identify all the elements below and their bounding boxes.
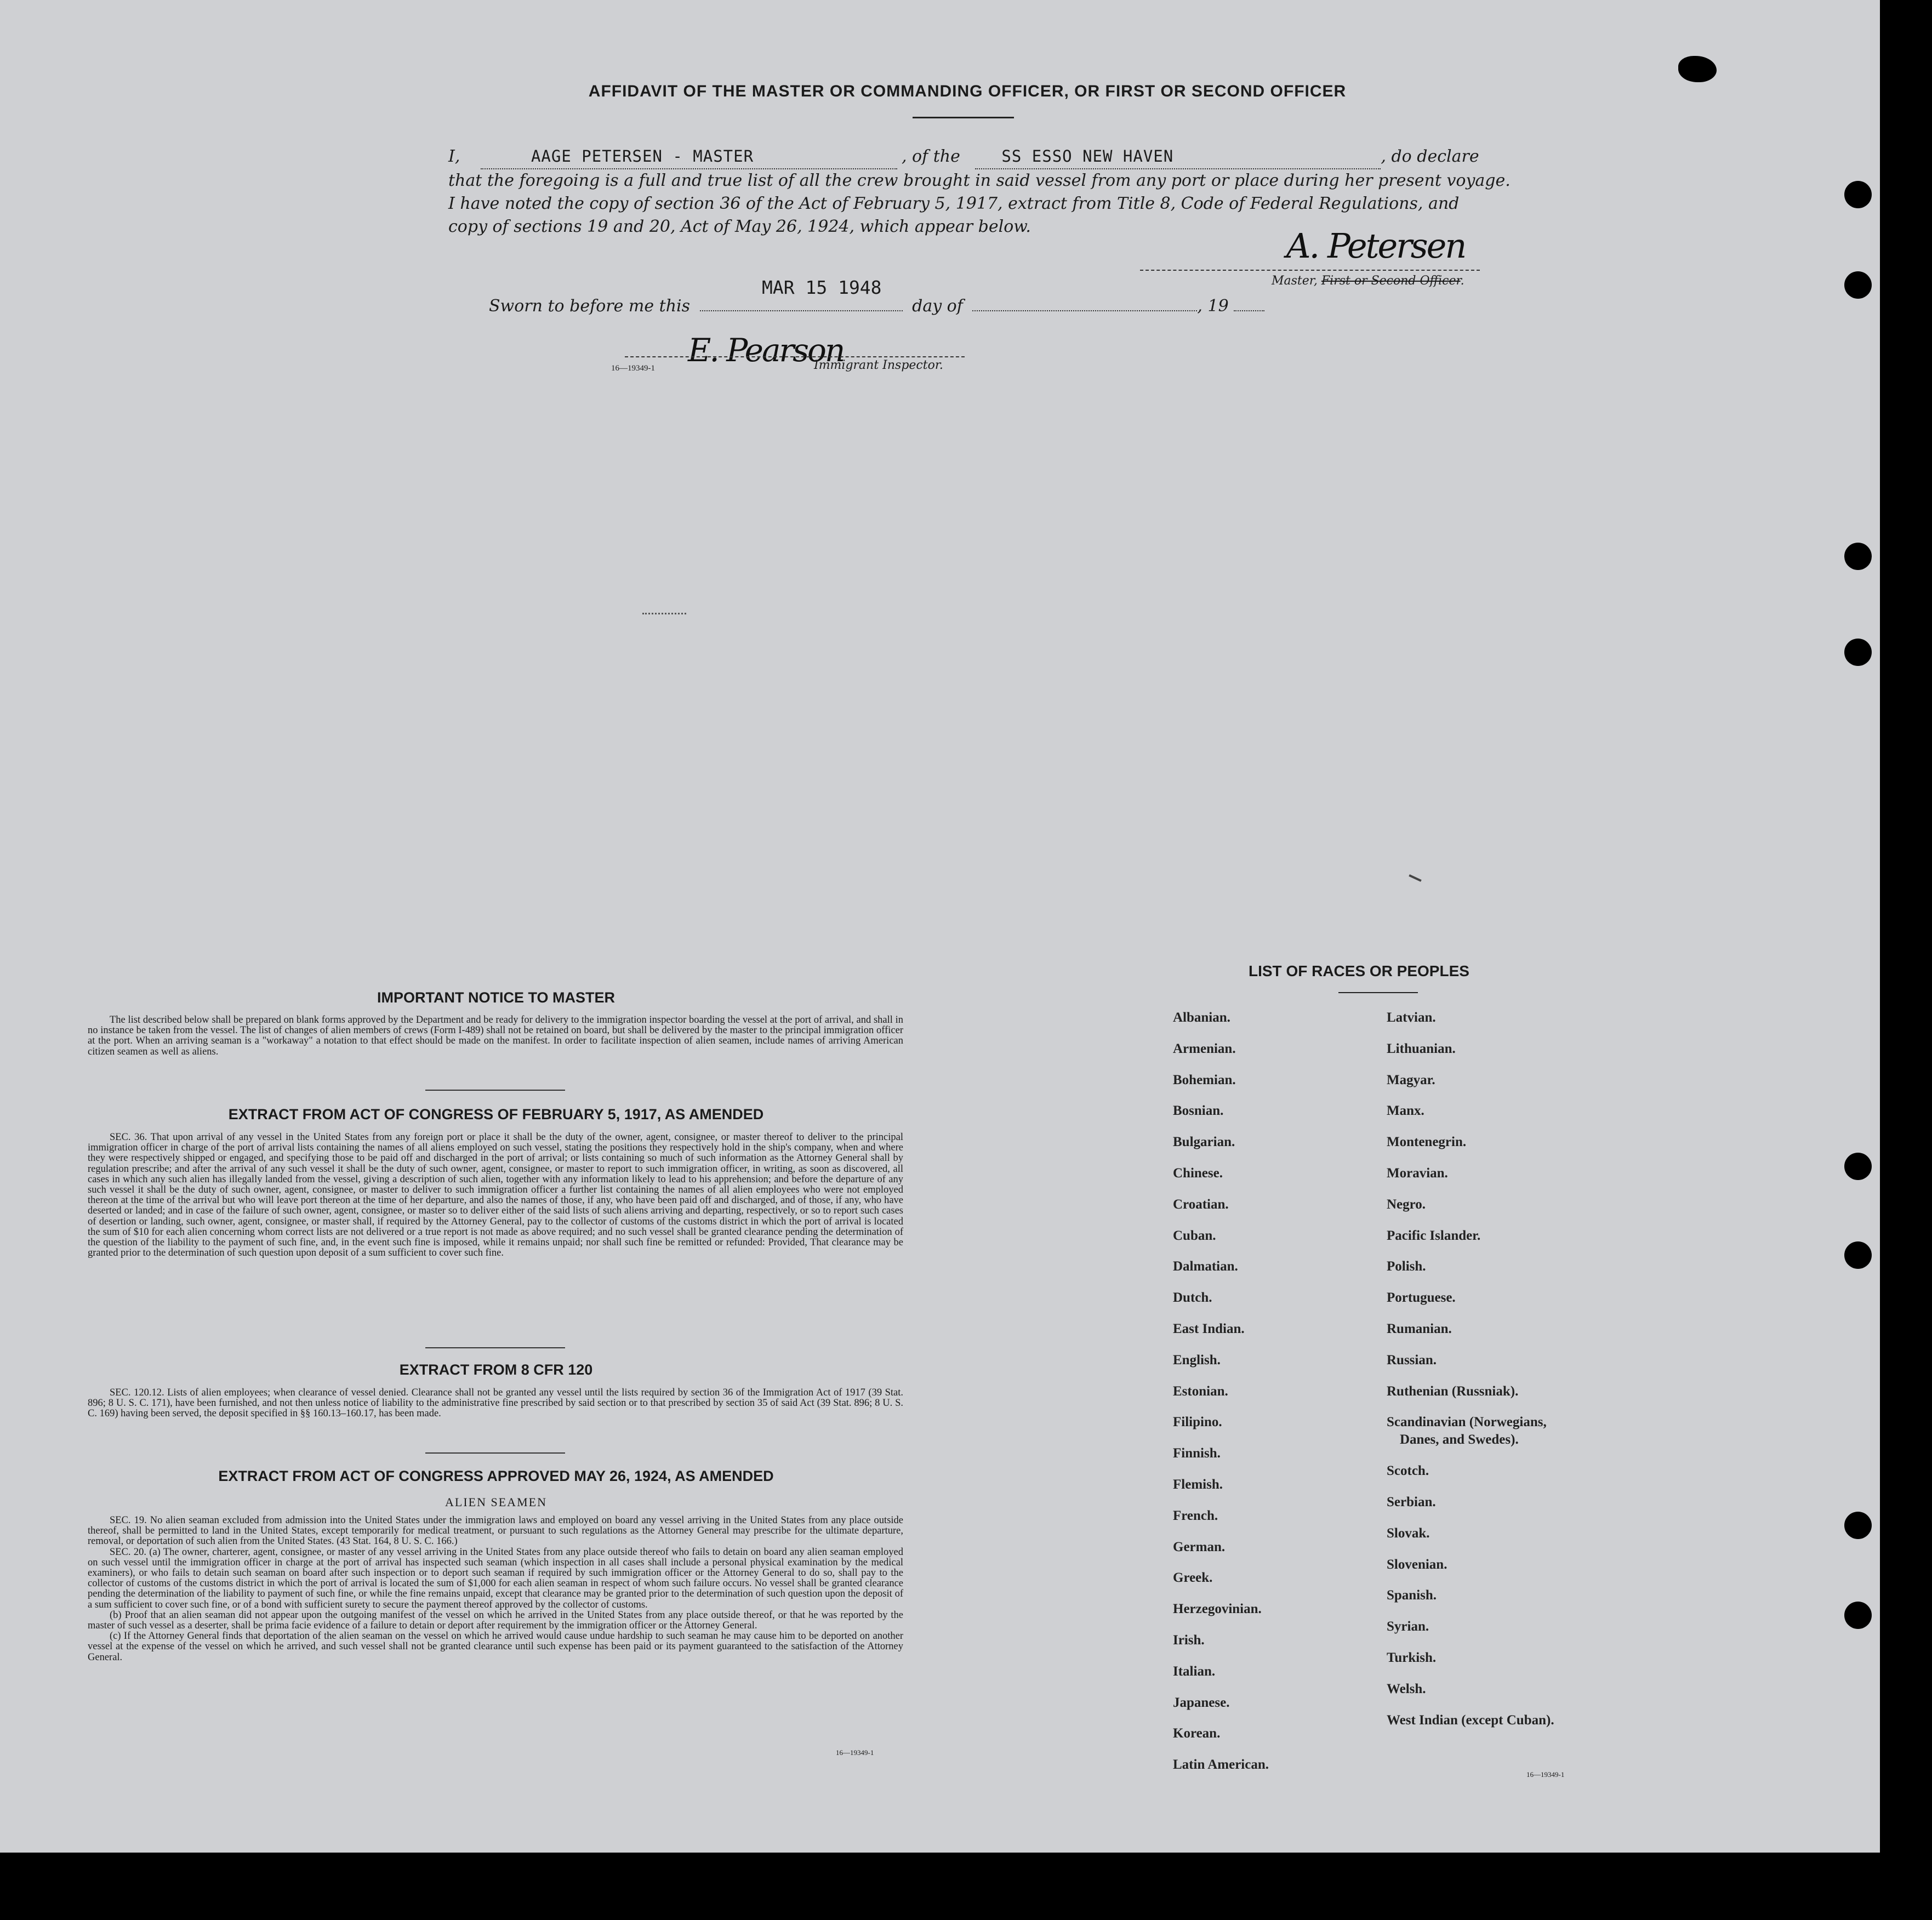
race-item: Latin American.	[1173, 1757, 1269, 1773]
master-name-field	[481, 145, 897, 169]
race-item: Montenegrin.	[1387, 1135, 1467, 1150]
extract-1924-sec19: SEC. 19. No alien seaman excluded from admission into the United States under the immigration laws and employed on board any vessel arriving in the United States from any place outside thereof, shall be permitted to land in the United States, except temporarily for medical treatment, or pursuant to such regulations as the Attorney General may prescribe for the ultimate departure, removal, or deportation of such alien from the United States. (43 Stat. 164, 8 U. S. C. 166.)	[88, 1515, 903, 1547]
races-title-underline	[1338, 992, 1418, 993]
punch-hole	[1844, 1153, 1872, 1180]
vessel-name-value: SS ESSO NEW HAVEN	[1001, 147, 1174, 166]
race-item: Portuguese.	[1387, 1290, 1456, 1306]
sworn-year-field	[1234, 310, 1264, 311]
notice-paragraph: The list described below shall be prepared on blank forms approved by the Department and be ready for delivery to the immigration inspector boarding the vessel at the port of arrival, and shall in no instance be taken from the vessel. The list of changes of alien members of crews (Form I-489) shall not be retained on board, but shall be delivered by the master to the principal immigration officer at the port. When an arriving seaman is a "workaway" a notation to that effect should be made on the manifest. In order to facilitate inspection of alien seamen, include names of arriving American citizen seamen as well as aliens.	[88, 1015, 903, 1057]
race-item: Italian.	[1173, 1663, 1216, 1679]
race-item: Manx.	[1387, 1103, 1424, 1119]
race-item: Magyar.	[1387, 1072, 1435, 1087]
notice-body	[88, 1015, 903, 1057]
race-item: Cuban.	[1173, 1228, 1216, 1243]
punch-hole	[1844, 1512, 1872, 1539]
race-item: Negro.	[1387, 1197, 1426, 1212]
year-prefix: , 19	[1197, 297, 1229, 316]
extract-1924-sec20a: SEC. 20. (a) The owner, charterer, agent, consignee, or master of any vessel arriving in the United States from any place outside thereof who fails to detain on board any alien seaman employed on such vessel until the immigration officer in charge at the port of arrival has inspected such seaman (which inspection in all cases shall include a personal physical examination by the medical examiners), or who fails to detain such seaman on board after such inspection or to deport such seaman if required by such immigration officer or the Attorney General to do so, shall pay to the collector of customs of the customs district in which the port of arrival is located the sum of $1,000 for each alien seaman in respect of whom such failure occurs. No vessel shall be granted clearance pending the determination of the liability to payment of such fine, or while the fine remains unpaid, except that clearance may be granted prior to the determination of such question upon the deposit of a sum sufficient to cover such fine, or of a bond with sufficient surety to secure the payment thereof approved by the collector of customs.	[88, 1546, 903, 1610]
race-item: Estonian.	[1173, 1383, 1228, 1399]
race-item: Rumanian.	[1387, 1321, 1452, 1336]
notice-title: IMPORTANT NOTICE TO MASTER	[377, 989, 615, 1006]
race-item: Chinese.	[1173, 1166, 1223, 1181]
vessel-name-field	[975, 145, 1381, 169]
corner-blot	[1678, 56, 1717, 82]
master-signature-caption	[1272, 274, 1464, 288]
race-item: Bohemian.	[1173, 1072, 1236, 1087]
extract-1917-body	[88, 1132, 903, 1258]
punch-hole	[1844, 271, 1872, 299]
sworn-line	[489, 295, 1264, 318]
affidavit-form-number: 16—19349-1	[611, 364, 655, 373]
punch-hole	[1844, 1241, 1872, 1269]
races-title: LIST OF RACES OR PEOPLES	[1249, 962, 1469, 979]
extract-cfr-body	[88, 1388, 903, 1420]
extract-1917-paragraph: SEC. 36. That upon arrival of any vessel in the United States from any foreign port or place it shall be the duty of the owner, agent, consignee, or master thereof to deliver to the principal immigration officer in charge of the port of arrival lists containing the names of all aliens employed on such vessel, stating the positions they respectively hold in the ship's company, when and where they were respectively shipped or engaged, and specifying those to be paid off and discharged in the port of arrival; or lists containing so much of such information as the Attorney General shall by regulation prescribe; and after the arrival of any such vessel it shall be the duty of such owner, agent, consignee, or master to report to such immigration officer, in writing, as soon as discovered, all cases in which any such alien has illegally landed from the vessel, giving a description of such alien, together with any information likely to lead to his apprehension; and before the departure of any such vessel it shall be the duty of such owner, agent, consignee, or master to deliver to such immigration officer a further list containing the names of all alien employees who were not employed thereon at the time of the arrival but who will leave port thereon at the time of her departure, and also the names of those, if any, who have been paid off and discharged, and of those, if any, who have deserted or landed; and in case of the failure of such owner, agent, consignee, or master so to deliver either of the said lists of such aliens arriving and departing, respectively, or so to report such cases of desertion or landing, such owner, agent, consignee, or master shall, if required by the Attorney General, pay to the collector of customs of the customs district in which the port of arrival is located the sum of $10 for each alien concerning whom correct lists are not delivered or a true report is not made as above required; and no such vessel shall be granted clearance pending the determination of the question of the liability to the payment of such fine, and, in the event such fine is imposed, while it remains unpaid; nor shall such fine be remitted or refunded: Provided, That clearance may be granted prior to the determination of such question upon deposit of a sum sufficient to cover such fine.	[88, 1132, 903, 1259]
extract-1917-title: EXTRACT FROM ACT OF CONGRESS OF FEBRUARY 5, 1917, AS AMENDED	[228, 1106, 764, 1123]
race-item: Armenian.	[1173, 1041, 1236, 1056]
race-item: Scandinavian (Norwegians,	[1387, 1415, 1547, 1430]
sworn-day-field	[700, 310, 903, 311]
sworn-month-field	[972, 310, 1197, 311]
extract-1924-sec20c: (c) If the Attorney General finds that deportation of the alien seaman on the vessel on which he arrived would cause undue hardship to such seaman he may cause him to be deported on another vessel at the expense of the vessel on which he arrived, and such vessel shall not be granted clearance until such expense has been paid or its payment guaranteed to the satisfaction of the Attorney General.	[88, 1631, 903, 1663]
race-item: Welsh.	[1387, 1681, 1426, 1696]
date-stamp: MAR 15 1948	[762, 277, 882, 298]
declaration-line-2: that the foregoing is a full and true list of all the crew brought in said vessel from any port or place during her present voyage.	[448, 171, 1511, 190]
section-divider	[425, 1452, 565, 1454]
race-item: Polish.	[1387, 1259, 1426, 1274]
master-signature: A. Petersen	[1286, 226, 1466, 266]
race-item: Syrian.	[1387, 1619, 1429, 1634]
i-label: I,	[448, 147, 460, 166]
race-item: Filipino.	[1173, 1415, 1222, 1430]
of-the-label: , of the	[901, 147, 960, 166]
section-divider	[425, 1347, 565, 1348]
race-item: Spanish.	[1387, 1588, 1437, 1603]
race-item: Herzegovinian.	[1173, 1602, 1262, 1617]
race-item: Korean.	[1173, 1726, 1221, 1741]
races-form-number: 16—19349-1	[1526, 1770, 1565, 1779]
extract-1924-sec20b: (b) Proof that an alien seaman did not appear upon the outgoing manifest of the vessel on which he arrived in the United States from any place outside thereof, or that he was reported by the master of such vessel as a deserter, shall be prima facie evidence of a failure to detain or deport after requirement by the immigration officer or the Attorney General.	[88, 1609, 903, 1632]
extract-cfr-paragraph: SEC. 120.12. Lists of alien employees; when clearance of vessel denied. Clearance shall not be granted any vessel until the lists required by section 36 of the Immigration Act of 1917 (39 Stat. 896; 8 U. S. C. 171), have been furnished, and not then unless notice of liability to the administrative fine prescribed by said section or to that prescribed by section 35 of said Act (39 Stat. 896; 8 U. S. C. 169) having been served, the deposit specified in §§ 160.13–160.17, has been made.	[88, 1387, 903, 1420]
declaration-line-4: copy of sections 19 and 20, Act of May 26, 1924, which appear below.	[448, 217, 1031, 236]
declaration-block	[448, 145, 1511, 238]
race-item: Croatian.	[1173, 1197, 1229, 1212]
race-item: Flemish.	[1173, 1477, 1223, 1492]
declaration-line-1	[448, 145, 1487, 169]
race-item: Finnish.	[1173, 1446, 1221, 1461]
race-item: Dalmatian.	[1173, 1259, 1238, 1274]
race-item: Serbian.	[1387, 1495, 1436, 1509]
inspector-signature-line	[625, 356, 965, 357]
punch-hole	[1844, 543, 1872, 570]
race-item: Albanian.	[1173, 1010, 1230, 1025]
title-underline	[913, 117, 1014, 118]
race-item: Scotch.	[1387, 1463, 1429, 1479]
race-item: Latvian.	[1387, 1010, 1436, 1025]
race-item: Ruthenian (Russniak).	[1387, 1383, 1519, 1399]
master-signature-line	[1140, 270, 1480, 271]
section-divider	[425, 1090, 565, 1091]
race-item: French.	[1173, 1508, 1218, 1523]
race-item: West Indian (except Cuban).	[1387, 1712, 1554, 1728]
race-item: German.	[1173, 1539, 1226, 1554]
extract-1924-body	[88, 1516, 903, 1663]
alien-seamen-subtitle: ALIEN SEAMEN	[445, 1495, 547, 1509]
race-item: Greek.	[1173, 1570, 1213, 1586]
punch-hole	[1844, 1602, 1872, 1629]
race-item: Pacific Islander.	[1387, 1228, 1481, 1243]
day-of-label: day of	[912, 297, 963, 316]
race-item: Russian.	[1387, 1352, 1437, 1368]
race-item: Irish.	[1173, 1633, 1205, 1648]
race-item: Slovenian.	[1387, 1557, 1447, 1572]
punch-hole	[1844, 639, 1872, 666]
inspector-caption: Immigrant Inspector.	[814, 358, 943, 372]
race-item: Bulgarian.	[1173, 1135, 1235, 1150]
master-name-value: AAGE PETERSEN - MASTER	[531, 147, 754, 166]
affidavit-title: AFFIDAVIT OF THE MASTER OR COMMANDING OFFICER, OR FIRST OR SECOND OFFICER	[588, 82, 1347, 100]
race-item: Japanese.	[1173, 1695, 1230, 1710]
extract-form-number: 16—19349-1	[836, 1748, 874, 1757]
inspector-signature: E. Pearson	[688, 332, 844, 369]
stray-mark	[1409, 874, 1421, 882]
punch-hole	[1844, 181, 1872, 208]
extract-1924-title: EXTRACT FROM ACT OF CONGRESS APPROVED MAY 26, 1924, AS AMENDED	[218, 1468, 774, 1484]
race-item: East Indian.	[1173, 1321, 1245, 1336]
extract-cfr-title: EXTRACT FROM 8 CFR 120	[399, 1361, 593, 1378]
race-item: English.	[1173, 1352, 1221, 1368]
sworn-label: Sworn to before me this	[489, 297, 691, 316]
declaration-line-3: I have noted the copy of section 36 of the Act of February 5, 1917, extract from Title 8, Code of Federal Regulations, and	[448, 194, 1460, 213]
race-item: Danes, and Swedes).	[1400, 1432, 1519, 1448]
caption-period: .	[1460, 274, 1464, 288]
do-declare-label: , do declare	[1381, 147, 1479, 166]
master-caption-label: Master,	[1272, 274, 1318, 288]
stray-dots	[642, 613, 686, 614]
race-item: Moravian.	[1387, 1166, 1448, 1181]
race-item: Bosnian.	[1173, 1103, 1224, 1119]
race-item: Slovak.	[1387, 1525, 1430, 1541]
struck-officer-text: First or Second Officer	[1321, 274, 1461, 288]
race-item: Dutch.	[1173, 1290, 1212, 1306]
race-item: Lithuanian.	[1387, 1041, 1456, 1056]
race-item: Turkish.	[1387, 1650, 1437, 1665]
